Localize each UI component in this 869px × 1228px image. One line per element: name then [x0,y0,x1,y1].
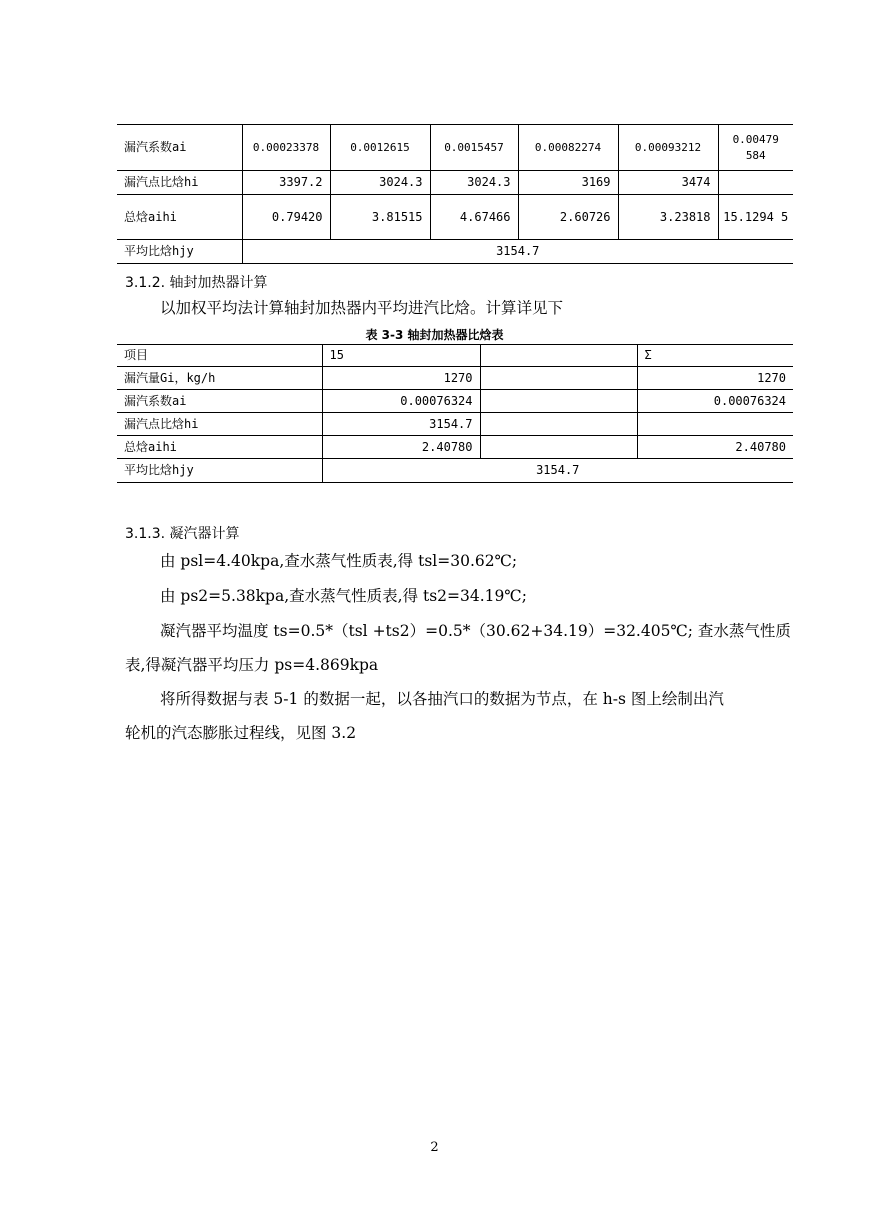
table-cell: 2.60726 [518,195,618,240]
table-row [117,125,793,171]
table-cell: 3474 [618,171,718,195]
header-cell: Σ [637,345,793,367]
section-heading: 3.1.3. 凝汽器计算 [125,526,240,542]
table-cell [480,436,637,459]
paragraph: 表,得凝汽器平均压力 ps=4.869kpa [125,656,379,674]
row-label: 漏汽系数ai [117,390,322,413]
table-cell [718,171,793,195]
table-cell-merged: 3154.7 [322,459,793,483]
table-cell: 3169 [518,171,618,195]
table-cell-merged: 3154.7 [242,240,793,264]
table-cell: 2.40780 [322,436,480,459]
paragraph: 由 psl=4.40kpa,查水蒸气性质表,得 tsl=30.62℃; [160,552,518,570]
table-caption: 表 3-3 轴封加热器比焓表 [365,328,504,342]
table-cell: 3.81515 [330,195,430,240]
table-row [117,171,793,195]
paragraph: 凝汽器平均温度 ts=0.5*（tsl +ts2）=0.5*（30.62+34.19）=32.405℃; 查水蒸气性质 [160,622,791,640]
row-label: 平均比焓hjy [117,459,322,483]
row-label: 总焓aihi [117,195,242,240]
table-row [117,436,793,459]
header-cell: 15 [322,345,480,367]
table-row [117,390,793,413]
page-number: 2 [430,1140,439,1155]
table-cell [480,367,637,390]
table-header-row [117,345,793,367]
table-cell: 0.0012615 [330,125,430,171]
table-row [117,240,793,264]
paragraph: 将所得数据与表 5-1 的数据一起，以各抽汽口的数据为节点，在 h-s 图上绘制出汽 [160,690,724,708]
table-shaft-seal-heater [117,344,793,483]
table-cell: 3154.7 [322,413,480,436]
table-cell: 15.1294 5 [718,195,793,240]
table-cell: 0.00093212 [618,125,718,171]
table-cell: 3397.2 [242,171,330,195]
row-label: 漏汽点比焓hi [117,171,242,195]
row-label: 漏汽系数ai [117,125,242,171]
table-cell: 1270 [637,367,793,390]
table-cell: 0.79420 [242,195,330,240]
table-row [117,459,793,483]
table-row [117,413,793,436]
section-heading: 3.1.2. 轴封加热器计算 [125,275,268,291]
table-cell: 0.00082274 [518,125,618,171]
table-cell: 2.40780 [637,436,793,459]
table-cell [480,413,637,436]
table-cell: 0.0015457 [430,125,518,171]
paragraph: 由 ps2=5.38kpa,查水蒸气性质表,得 ts2=34.19℃; [160,587,527,605]
table-cell: 0.00076324 [637,390,793,413]
table-cell: 1270 [322,367,480,390]
paragraph: 以加权平均法计算轴封加热器内平均进汽比焓。计算详见下 [160,299,564,317]
table-cell [637,413,793,436]
row-label: 漏汽量Gi，kg/h [117,367,322,390]
row-label: 平均比焓hjy [117,240,242,264]
table-cell: 0.00076324 [322,390,480,413]
table-row [117,195,793,240]
table-row [117,367,793,390]
table-cell [480,390,637,413]
table-cell: 3024.3 [330,171,430,195]
header-cell [480,345,637,367]
table-leakage-continued [117,124,793,264]
table-cell: 0.00479 584 [718,125,793,171]
table-cell: 3.23818 [618,195,718,240]
row-label: 漏汽点比焓hi [117,413,322,436]
paragraph: 轮机的汽态膨胀过程线，见图 3.2 [125,724,357,742]
row-label: 总焓aihi [117,436,322,459]
table-cell: 0.00023378 [242,125,330,171]
table-cell: 4.67466 [430,195,518,240]
table-cell: 3024.3 [430,171,518,195]
header-cell: 项目 [117,345,322,367]
